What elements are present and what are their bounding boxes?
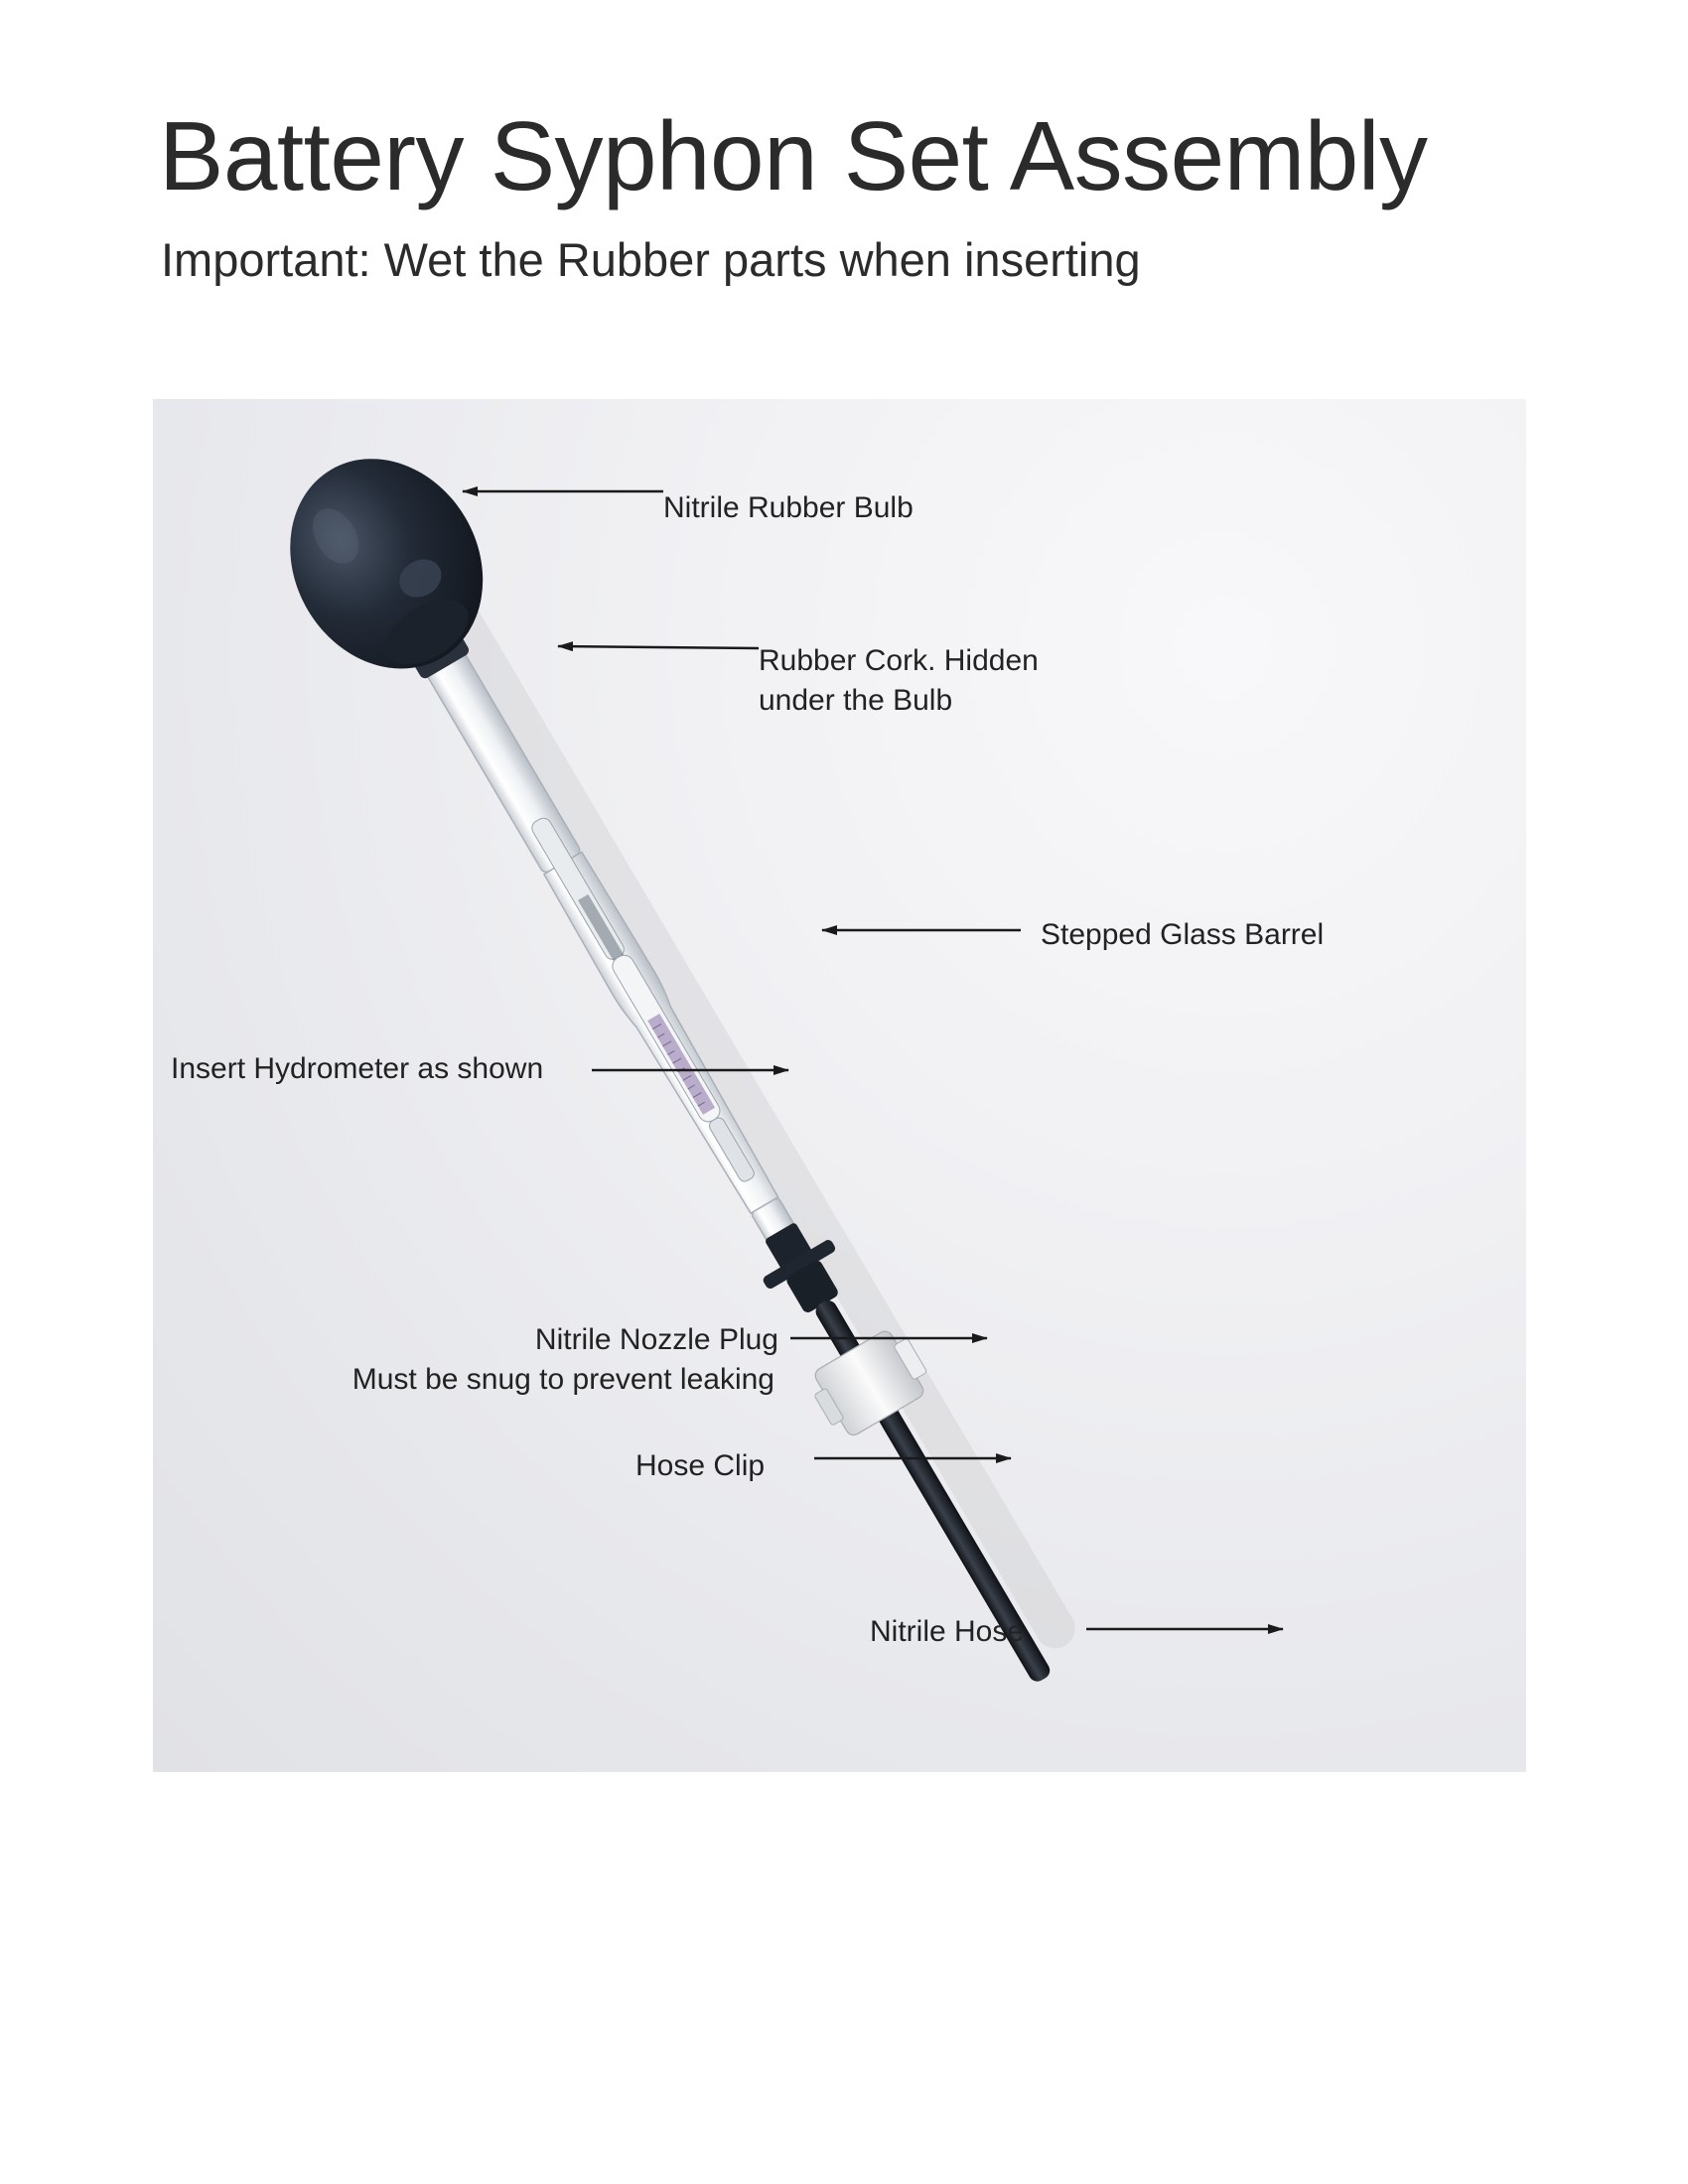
- page-title: Battery Syphon Set Assembly: [159, 101, 1428, 210]
- label-nozzle-snug-note: Must be snug to prevent leaking: [352, 1363, 774, 1396]
- label-hose-clip: Hose Clip: [635, 1449, 766, 1482]
- label-nitrile-nozzle-plug: Nitrile Nozzle Plug: [534, 1323, 778, 1356]
- label-stepped-glass-barrel: Stepped Glass Barrel: [1041, 918, 1325, 951]
- label-rubber-cork-line1: Rubber Cork. Hidden: [759, 644, 1039, 677]
- label-insert-hydrometer: Insert Hydrometer as shown: [171, 1052, 544, 1085]
- hydrometer-float: [528, 815, 759, 1185]
- page-subtitle: Important: Wet the Rubber parts when inserting: [161, 233, 1141, 286]
- label-nitrile-rubber-bulb: Nitrile Rubber Bulb: [663, 491, 914, 524]
- label-nitrile-hose: Nitrile Hose: [870, 1615, 1025, 1648]
- label-rubber-cork-line2: under the Bulb: [759, 684, 953, 717]
